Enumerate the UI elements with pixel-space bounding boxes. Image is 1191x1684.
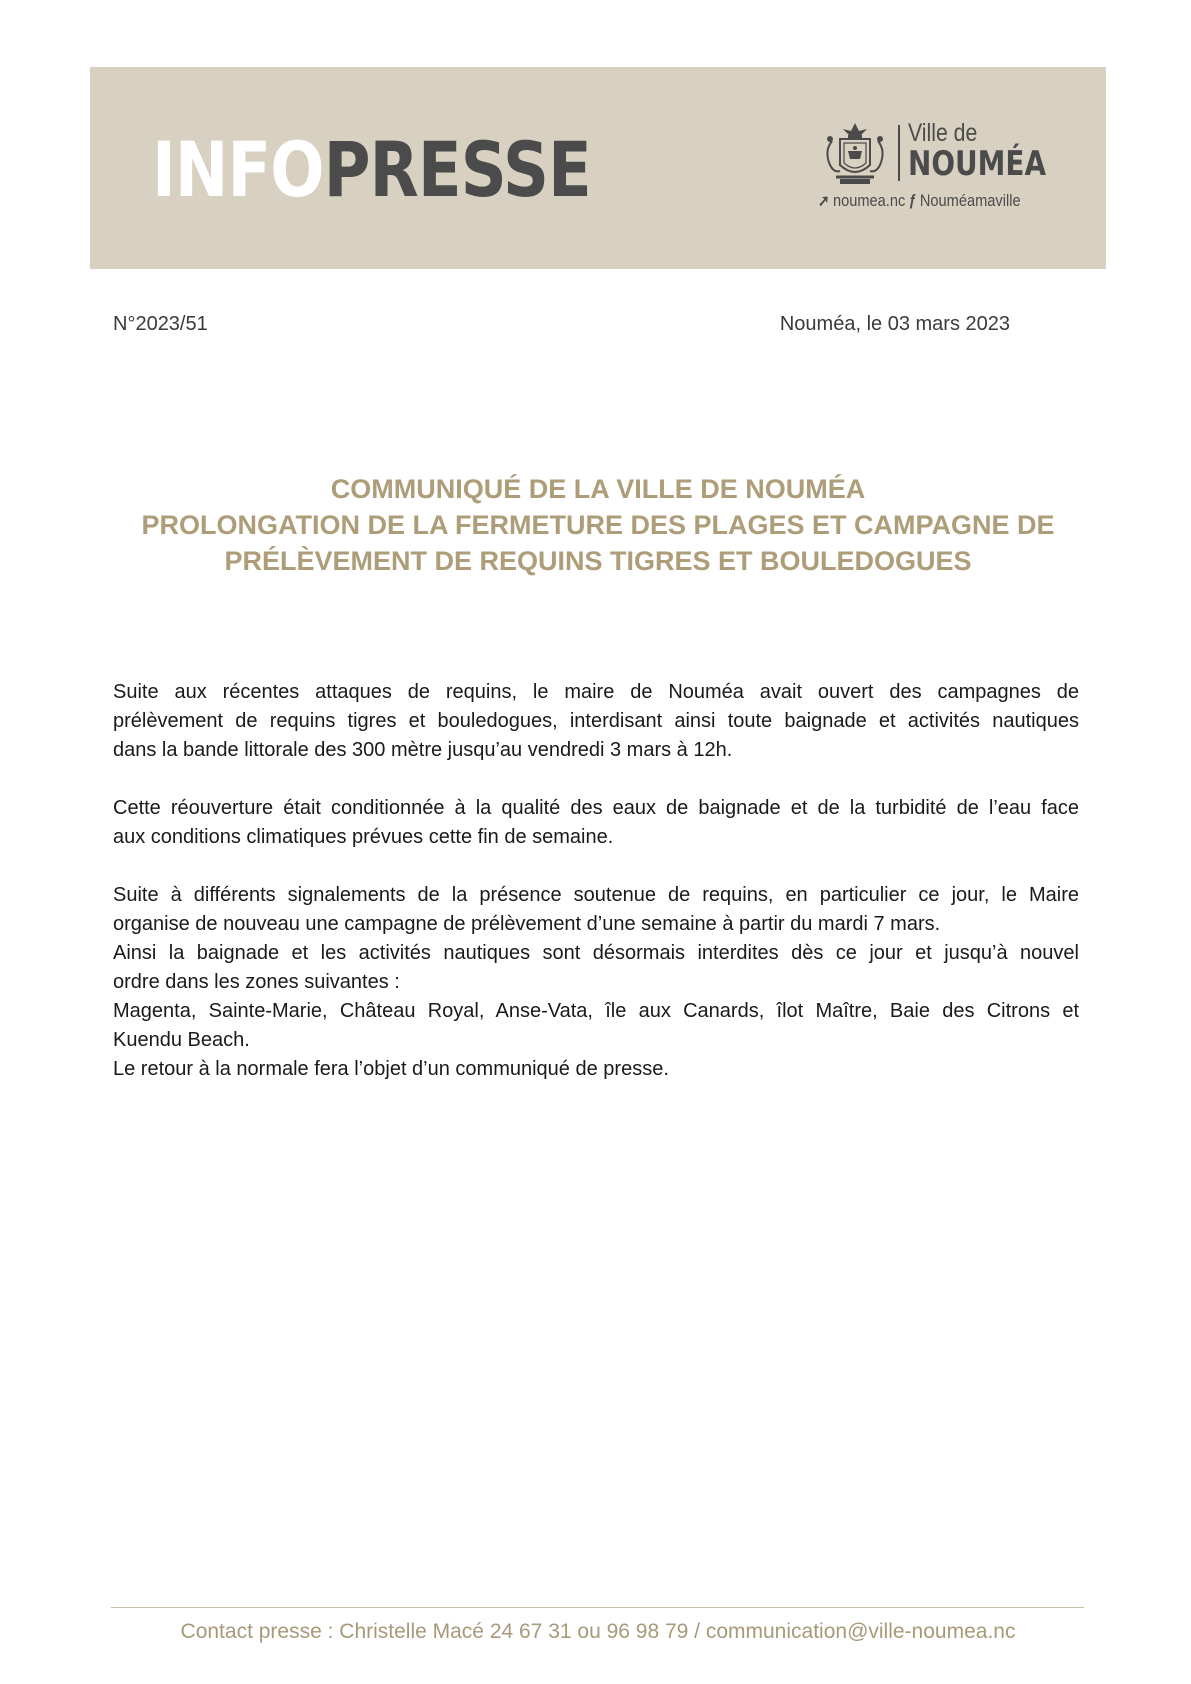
footer-divider [111, 1607, 1084, 1608]
facebook-link[interactable]: Nouméamaville [919, 191, 1021, 210]
body-line: organise de nouveau une campagne de prélèvement d’une semaine à partir du mardi 7 mars. [113, 913, 941, 935]
brand-info-text: INFO [152, 125, 324, 214]
body-line: Cette réouverture était conditionnée à la qualité des eaux de baignade et de la turbidité de l’eau face [113, 797, 1079, 819]
body-line: Le retour à la normale fera l’objet d’un communiqué de presse. [113, 1058, 669, 1080]
city-crest-icon [818, 121, 892, 189]
website-link[interactable]: noumea.nc [832, 191, 906, 210]
info-presse-wordmark [152, 125, 591, 215]
logo-social-links [818, 191, 1021, 211]
body-paragraph [113, 881, 1079, 1084]
body-line: Suite aux récentes attaques de requins, le maire de Nouméa avait ouvert des campagnes de [113, 681, 1079, 703]
ville-de-noumea-logo [818, 121, 1058, 211]
logo-ville-text: Ville de [908, 119, 978, 147]
press-contact: Contact presse : Christelle Macé 24 67 31 ou 96 98 79 / communication@ville-noumea.nc [180, 1620, 1016, 1643]
body-line: Suite à différents signalements de la présence soutenue de requins, en particulier ce jour, le Maire [113, 884, 1079, 906]
body-line: prélèvement de requins tigres et bouledogues, interdisant ainsi toute baignade et activités nautiques [113, 710, 1079, 732]
body-paragraph [113, 678, 1079, 765]
body-line: Kuendu Beach. [113, 1029, 250, 1051]
body-line: aux conditions climatiques prévues cette fin de semaine. [113, 826, 614, 848]
body-paragraph [113, 794, 1079, 852]
body-line: dans la bande littorale des 300 mètre jusqu’au vendredi 3 mars à 12h. [113, 739, 733, 761]
body-line: Ainsi la baignade et les activités nautiques sont désormais interdites dès ce jour et jusqu’à nouvel [113, 942, 1079, 964]
press-release-title [90, 471, 1106, 579]
logo-noumea-text: NOUMÉA [908, 144, 1047, 184]
title-line: PRÉLÈVEMENT DE REQUINS TIGRES ET BOULEDOGUES [224, 546, 972, 576]
title-line: COMMUNIQUÉ DE LA VILLE DE NOUMÉA [330, 474, 866, 504]
body-line: Magenta, Sainte-Marie, Château Royal, Anse-Vata, île aux Canards, îlot Maître, Baie des Citrons et [113, 1000, 1079, 1022]
title-line: PROLONGATION DE LA FERMETURE DES PLAGES ET CAMPAGNE DE [141, 510, 1055, 540]
logo-divider [898, 125, 900, 181]
header-banner [90, 67, 1106, 269]
facebook-icon: ƒ [908, 192, 917, 209]
body-line: ordre dans les zones suivantes : [113, 971, 400, 993]
press-release-number: N°2023/51 [113, 313, 208, 335]
brand-presse-text: PRESSE [323, 125, 591, 214]
press-release-date: Nouméa, le 03 mars 2023 [779, 313, 1010, 335]
arrow-cursor-icon: ➚ [818, 193, 830, 210]
press-release-body [113, 678, 1079, 1113]
